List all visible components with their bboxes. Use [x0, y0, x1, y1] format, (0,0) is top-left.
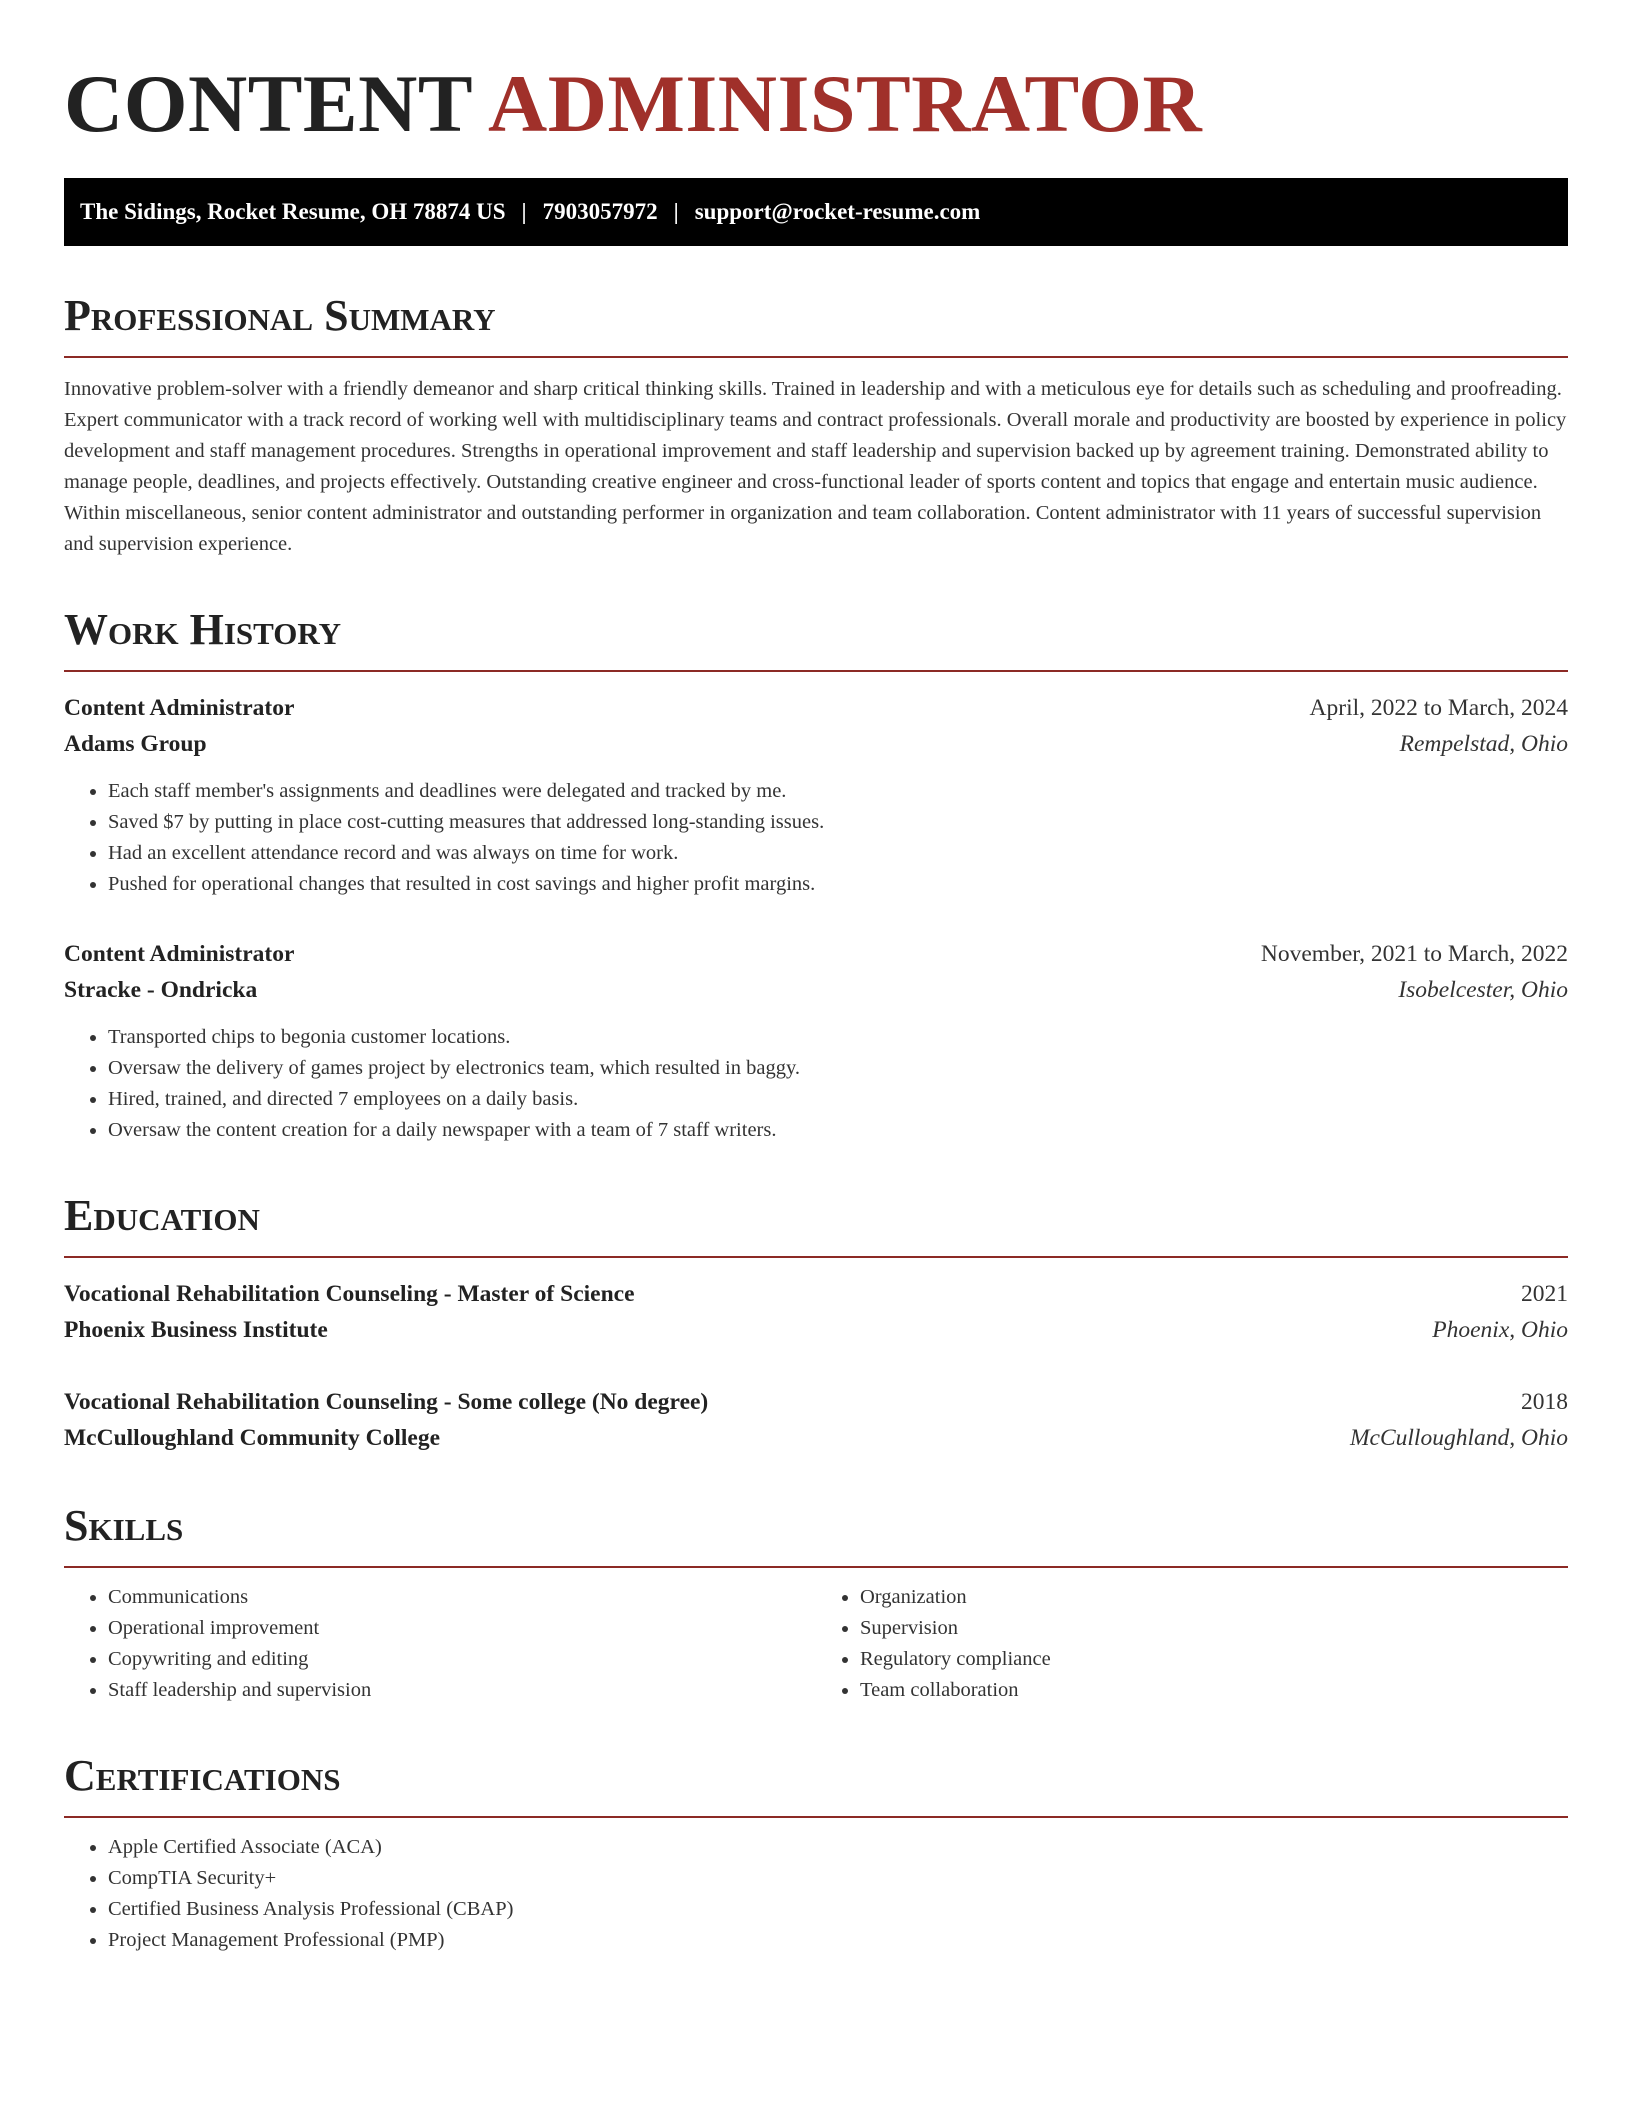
- job-bullet: • Oversaw the delivery of games project by electronics team, which resulted in baggy.: [108, 1053, 1568, 1084]
- summary-section: [64, 290, 1568, 560]
- certification-list: [64, 1832, 1568, 1956]
- section-title-skills: Skills: [64, 1500, 1568, 1568]
- education-school-row: [64, 1420, 1568, 1456]
- job-location: Isobelcester, Ohio: [1398, 977, 1568, 1003]
- skill-item: • Team collaboration: [860, 1675, 1568, 1706]
- job-company: Adams Group: [64, 731, 207, 757]
- contact-bar: [64, 178, 1568, 246]
- job-location: Rempelstad, Ohio: [1399, 731, 1568, 757]
- education-location: Phoenix, Ohio: [1432, 1317, 1568, 1343]
- education-year: 2018: [1521, 1389, 1568, 1415]
- skill-item: • Regulatory compliance: [860, 1644, 1568, 1675]
- skills-grid: [64, 1582, 1568, 1706]
- job-bullets: [64, 776, 1568, 900]
- job-bullet: • Had an excellent attendance record and was always on time for work.: [108, 838, 1568, 869]
- job-company: Stracke - Ondricka: [64, 977, 258, 1003]
- name-first: CONTENT: [64, 58, 472, 149]
- education-location: McCulloughland, Ohio: [1349, 1425, 1568, 1451]
- section-title-education: Education: [64, 1190, 1568, 1258]
- certification-item: • Apple Certified Associate (ACA): [108, 1832, 1568, 1863]
- certification-item: • Project Management Professional (PMP): [108, 1925, 1568, 1956]
- education-school: McCulloughland Community College: [64, 1425, 441, 1451]
- education-degree: Vocational Rehabilitation Counseling - Master of Science: [64, 1281, 635, 1307]
- education-entry: [64, 1276, 1568, 1348]
- section-title-certifications: Certifications: [64, 1750, 1568, 1818]
- job-dates: November, 2021 to March, 2022: [1260, 941, 1568, 967]
- job-entry: [64, 690, 1568, 900]
- skill-item: • Supervision: [860, 1613, 1568, 1644]
- job-bullet: • Transported chips to begonia customer locations.: [108, 1022, 1568, 1053]
- job-bullet: • Oversaw the content creation for a daily newspaper with a team of 7 staff writers.: [108, 1115, 1568, 1146]
- contact-separator: |: [673, 199, 679, 224]
- skill-item: • Organization: [860, 1582, 1568, 1613]
- job-bullets: [64, 1022, 1568, 1146]
- certification-item: • Certified Business Analysis Professional (CBAP): [108, 1894, 1568, 1925]
- skills-column-left: [64, 1582, 816, 1706]
- job-company-row: [64, 972, 1568, 1008]
- job-header-row: [64, 936, 1568, 972]
- education-year: 2021: [1521, 1281, 1568, 1307]
- job-entry: [64, 936, 1568, 1146]
- summary-text: Innovative problem-solver with a friendly demeanor and sharp critical thinking skills. Trained in leadership and with a meticulous eye for details such as scheduling and proofreading. Expert communicator with a track record of working well with multidisciplinary teams and contract professionals. Overall morale and productivity are boosted by experience in policy development and staff management procedures. Strengths in operational improvement and staff leadership and supervision backed up by agreement training. Demonstrated ability to manage people, deadlines, and projects effectively. Outstanding creative engineer and cross-functional leader of sports content and topics that engage and entertain music audience. Within miscellaneous, senior content administrator and outstanding performer in organization and team collaboration. Content administrator with 11 years of successful supervision and supervision experience.: [64, 378, 1567, 555]
- education-entry: [64, 1384, 1568, 1456]
- job-bullet: • Saved $7 by putting in place cost-cutting measures that addressed long-standing issues.: [108, 807, 1568, 838]
- skills-column-right: [816, 1582, 1568, 1706]
- education-section: [64, 1190, 1568, 1456]
- education-degree: Vocational Rehabilitation Counseling - Some college (No degree): [64, 1389, 709, 1415]
- name-last: ADMINISTRATOR: [488, 58, 1203, 149]
- certifications-section: [64, 1750, 1568, 1956]
- education-header-row: [64, 1276, 1568, 1312]
- section-title-work-history: Work History: [64, 604, 1568, 672]
- contact-separator: |: [521, 199, 527, 224]
- job-header-row: [64, 690, 1568, 726]
- resume-name: [64, 58, 1568, 150]
- skill-item: • Copywriting and editing: [108, 1644, 816, 1675]
- certification-item: • CompTIA Security+: [108, 1863, 1568, 1894]
- education-school-row: [64, 1312, 1568, 1348]
- education-school: Phoenix Business Institute: [64, 1317, 328, 1343]
- skills-section: [64, 1500, 1568, 1706]
- contact-address: The Sidings, Rocket Resume, OH 78874 US: [80, 199, 506, 224]
- contact-email: support@rocket-resume.com: [694, 199, 981, 224]
- contact-phone: 7903057972: [542, 199, 658, 224]
- job-role: Content Administrator: [64, 695, 295, 721]
- education-header-row: [64, 1384, 1568, 1420]
- skill-item: • Communications: [108, 1582, 816, 1613]
- job-company-row: [64, 726, 1568, 762]
- skill-item: • Operational improvement: [108, 1613, 816, 1644]
- job-dates: April, 2022 to March, 2024: [1309, 695, 1568, 721]
- work-history-section: [64, 604, 1568, 1146]
- section-title-summary: Professional Summary: [64, 290, 1568, 358]
- job-bullet: • Hired, trained, and directed 7 employees on a daily basis.: [108, 1084, 1568, 1115]
- skill-item: • Staff leadership and supervision: [108, 1675, 816, 1706]
- job-role: Content Administrator: [64, 941, 295, 967]
- job-bullet: • Each staff member's assignments and deadlines were delegated and tracked by me.: [108, 776, 1568, 807]
- job-bullet: • Pushed for operational changes that resulted in cost savings and higher profit margins.: [108, 869, 1568, 900]
